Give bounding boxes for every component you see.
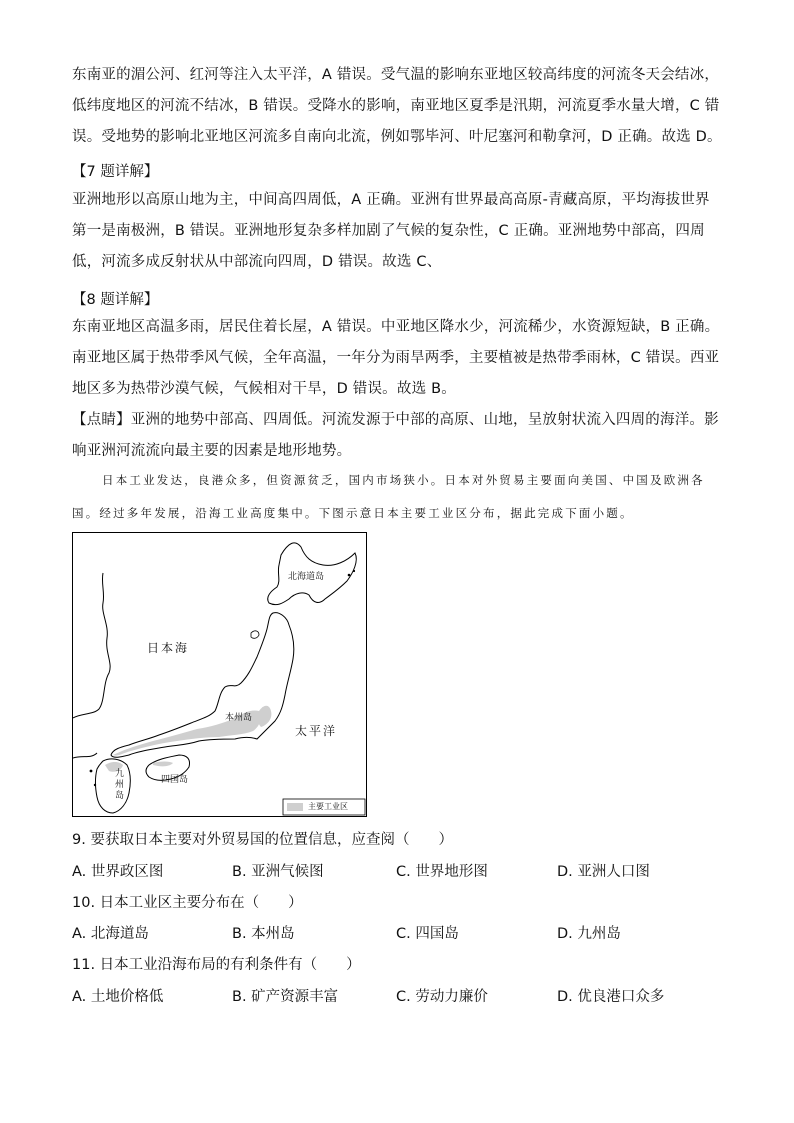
q9-option-c: C. 世界地形图 — [396, 864, 488, 880]
korea-coastline — [73, 573, 110, 718]
section-heading-8: 【8 题详解】 — [72, 292, 159, 308]
label-honshu: 本州岛 — [225, 713, 253, 723]
q9-option-d: D. 亚洲人口图 — [557, 864, 650, 880]
question-11-stem: 11. 日本工业沿海布局的有利条件有（ ） — [72, 957, 361, 973]
question-9-stem: 9. 要获取日本主要对外贸易国的位置信息，应查阅（ ） — [72, 832, 453, 848]
answer-paragraph-8: 东南亚地区高温多雨，居民住着长屋，A 错误。中亚地区降水少，河流稀少，水资源短缺，B 正确。南亚地区属于热带季风气候，全年高温，一年分为雨旱两季，主要植被是热带季雨林，C 错误。西亚地区多为热带沙漠气候，气候相对干旱，D 错误。故选 B。 — [72, 319, 720, 397]
q9-option-a: A. 世界政区图 — [72, 864, 164, 880]
q11-option-d: D. 优良港口众多 — [557, 989, 665, 1005]
japan-industry-map — [72, 532, 367, 817]
label-sea-of-japan: 日本海 — [147, 641, 190, 655]
answer-paragraph-7: 亚洲地形以高原山地为主，中间高四周低，A 正确。亚洲有世界最高高原-青藏高原，平均海拔世界第一是南极洲，B 错误。亚洲地形复杂多样加剧了气候的复杂性，C 正确。亚洲地势中部高，四周低，河流多成反射状从中部流向四周，D 错误。故选 C、 — [72, 192, 710, 270]
q11-option-c: C. 劳动力廉价 — [396, 989, 488, 1005]
question-intro: 日本工业发达，良港众多，但资源贫乏，国内市场狭小。日本对外贸易主要面向美国、中国及欧洲各国。经过多年发展，沿海工业高度集中。下图示意日本主要工业区分布，据此完成下面小题。 — [72, 473, 705, 520]
question-10-stem: 10. 日本工业区主要分布在（ ） — [72, 895, 303, 911]
label-kyushu: 九州岛 — [115, 769, 125, 801]
sado-island — [251, 631, 259, 638]
q11-option-a: A. 土地价格低 — [72, 989, 164, 1005]
q10-option-b: B. 本州岛 — [232, 926, 295, 942]
label-shikoku: 四国岛 — [161, 775, 189, 785]
section-heading-7: 【7 题详解】 — [72, 164, 159, 180]
legend-swatch — [287, 803, 303, 811]
q11-option-b: B. 矿产资源丰富 — [232, 989, 339, 1005]
q10-option-d: D. 九州岛 — [557, 926, 621, 942]
legend-label: 主要工业区 — [308, 802, 348, 811]
q10-option-c: C. 四国岛 — [396, 926, 459, 942]
q9-option-b: B. 亚洲气候图 — [232, 864, 324, 880]
answer-paragraph-6: 东南亚的湄公河、红河等注入太平洋，A 错误。受气温的影响东亚地区较高纬度的河流冬天会结冰，低纬度地区的河流不结冰，B 错误。受降水的影响，南亚地区夏季是汛期，河流夏季水量大增，C 错误。受地势的影响北亚地区河流多自南向北流，例如鄂毕河、叶尼塞河和勒拿河，D 正确。故选 D。 — [72, 67, 722, 145]
q10-option-a: A. 北海道岛 — [72, 926, 149, 942]
label-hokkaido: 北海道岛 — [288, 572, 325, 582]
mainland-coastline — [73, 753, 97, 758]
tip-paragraph: 【点睛】亚洲的地势中部高、四周低。河流发源于中部的高原、山地，呈放射状流入四周的海洋。影响亚洲河流流向最主要的因素是地形地势。 — [72, 412, 719, 459]
label-pacific: 太平洋 — [295, 724, 338, 738]
